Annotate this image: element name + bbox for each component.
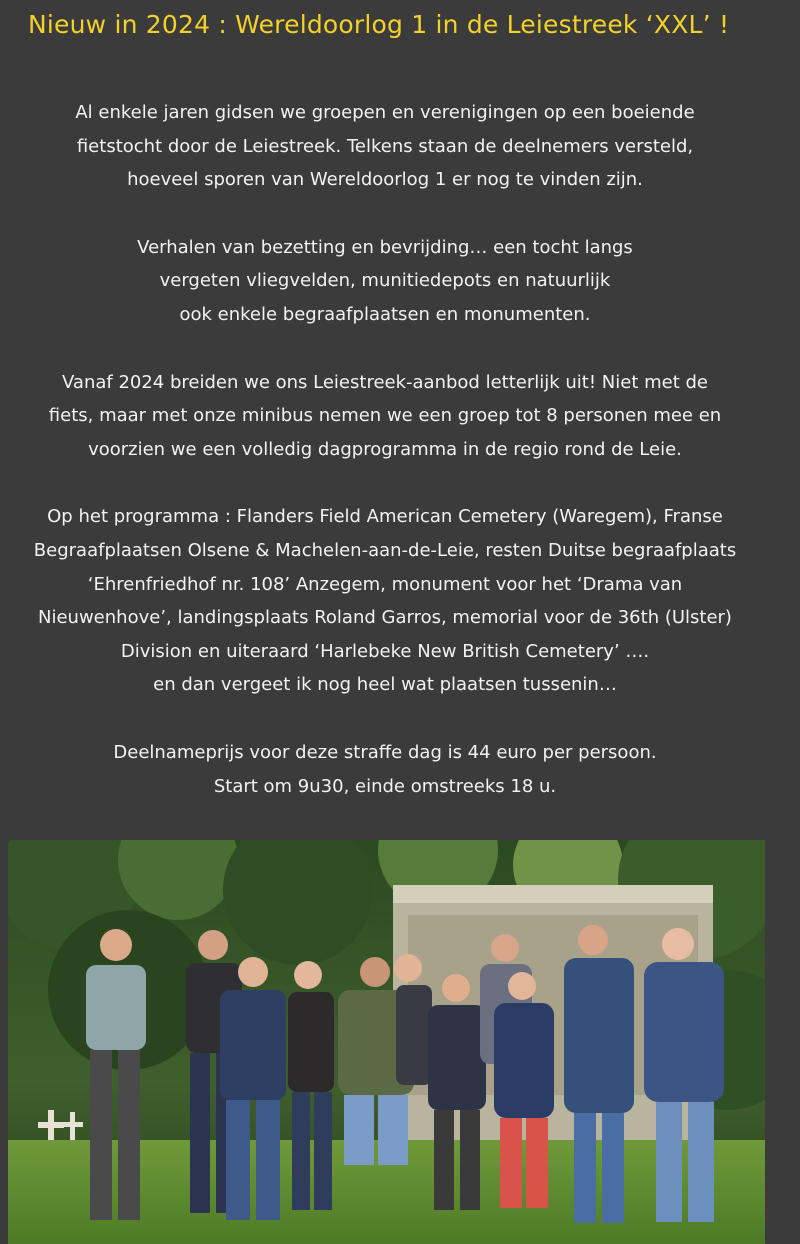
text-line: hoeveel sporen van Wereldoorlog 1 er nog te vinden zijn. xyxy=(127,169,643,191)
text-line: voorzien we een volledig dagprogramma in de regio rond de Leie. xyxy=(88,438,682,460)
text-line: fiets, maar met onze minibus nemen we een groep tot 8 personen mee en xyxy=(48,405,722,427)
text-line: Division en uiteraard ‘Harlebeke New British Cemetery’ …. xyxy=(120,640,650,662)
group-photo-illustration xyxy=(8,840,765,1244)
text-line: en dan vergeet ik nog heel wat plaatsen tussenin… xyxy=(153,674,617,696)
text-line: vergeten vliegvelden, munitiedepots en natuurlijk xyxy=(159,270,611,292)
text-line: Vanaf 2024 breiden we ons Leiestreek-aanbod letterlijk uit! Niet met de xyxy=(62,371,708,393)
text-line: ook enkele begraafplaatsen en monumenten. xyxy=(179,303,591,325)
paragraph-intro xyxy=(0,96,770,197)
group-photo xyxy=(8,840,765,1244)
intro-text xyxy=(0,96,770,837)
text-line: Start om 9u30, einde omstreeks 18 u. xyxy=(213,775,557,797)
text-line: Nieuwenhove’, landingsplaats Roland Garros, memorial voor de 36th (Ulster) xyxy=(38,607,732,629)
page-title: Nieuw in 2024 : Wereldoorlog 1 in de Leiestreek ‘XXL’ ! xyxy=(28,10,730,39)
text-line: Op het programma : Flanders Field American Cemetery (Waregem), Franse xyxy=(47,506,723,528)
paragraph-program xyxy=(0,500,770,702)
paragraph-offer xyxy=(0,366,770,467)
text-line: Verhalen van bezetting en bevrijding… een tocht langs xyxy=(137,236,633,258)
text-line: fietstocht door de Leiestreek. Telkens staan de deelnemers versteld, xyxy=(76,135,694,157)
paragraph-price xyxy=(0,736,770,803)
text-line: Deelnameprijs voor deze straffe dag is 44 euro per persoon. xyxy=(113,741,657,763)
text-line: ‘Ehrenfriedhof nr. 108’ Anzegem, monument voor het ‘Drama van xyxy=(87,573,683,595)
text-line: Al enkele jaren gidsen we groepen en verenigingen op een boeiende xyxy=(75,102,695,123)
text-line: Begraafplaatsen Olsene & Machelen-aan-de-Leie, resten Duitse begraafplaats xyxy=(33,539,737,561)
paragraph-stories xyxy=(0,231,770,332)
